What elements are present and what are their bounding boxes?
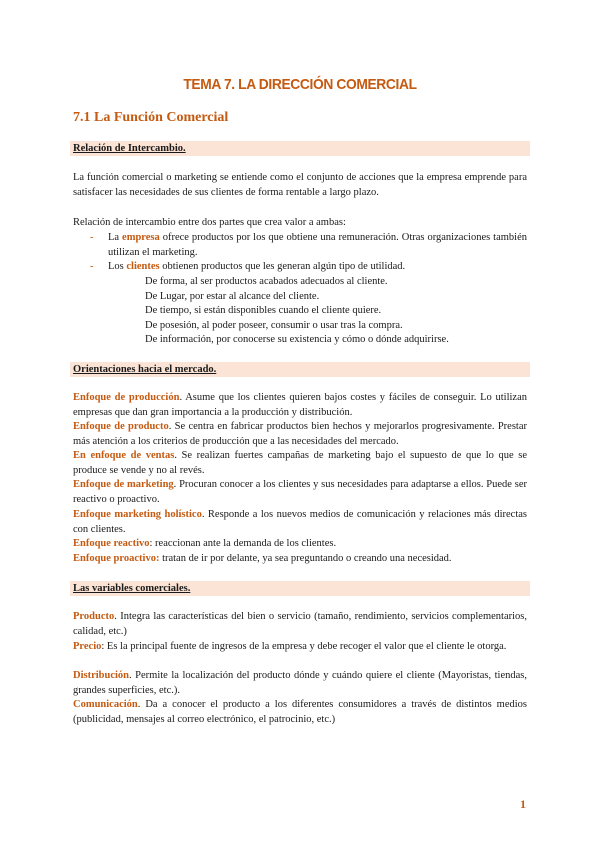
item-text: . Procuran conocer a los clientes y sus necesidades para adaptarse a ellos. Puede ser reactivo o proactivo. — [73, 479, 527, 505]
keyword: Enfoque proactivo: — [73, 553, 160, 564]
bullet-clientes — [108, 260, 527, 275]
bullet-text: obtienen productos que les generan algún tipo de utilidad. — [159, 261, 406, 272]
relation-paragraph: Relación de intercambio entre dos partes que crea valor a ambas: — [73, 217, 346, 228]
utility-item: De tiempo, si están disponibles cuando el cliente quiere. — [145, 305, 382, 316]
item-text: tratan de ir por delante, ya sea preguntando o creando una necesidad. — [159, 553, 452, 564]
intro-paragraph: La función comercial o marketing se entiende como el conjunto de acciones que la empresa emprende para satisfacer las necesidades de sus clientes de forma rentable a largo plazo. — [73, 172, 527, 198]
bullet-dash: - — [90, 232, 94, 243]
keyword: clientes — [126, 261, 160, 272]
orientation-item — [73, 449, 527, 478]
item-text: : reaccionan ante la demanda de los clientes. — [149, 538, 337, 549]
item-text: . Da a conocer el producto a los diferentes consumidores a través de distintos medios (publicidad, mensajes al correo electrónico, el patrocinio, etc.) — [73, 699, 527, 725]
item-text: . Asume que los clientes quieren bajos costes y fáciles de conseguir. Lo utilizan empresas que dan gran importancia a la producción y distribución. — [73, 392, 528, 418]
keyword: Enfoque de producto — [73, 421, 169, 432]
orientation-item — [73, 478, 527, 507]
keyword: Distribución — [73, 670, 130, 681]
bullet-dash: - — [90, 261, 94, 272]
item-text: . Integra las características del bien o servicio (tamaño, rendimiento, servicios complementarios, calidad, etc.) — [73, 611, 527, 637]
keyword: Enfoque de producción — [73, 392, 180, 403]
section-heading: 7.1 La Función Comercial — [73, 110, 229, 125]
variable-item — [73, 610, 527, 639]
bullet-text: La — [108, 232, 123, 243]
utility-item: De posesión, al poder poseer, consumir o usar tras la compra. — [145, 320, 403, 331]
heading-bar-orientaciones — [70, 362, 530, 377]
bullet-text: ofrece productos por los que obtiene una remuneración. Otras organizaciones también utilizan el marketing. — [108, 232, 527, 258]
keyword: Enfoque marketing holístico — [73, 509, 202, 520]
item-text: . Se centra en fabricar productos bien hechos y mejorarlos progresivamente. Prestar más atención a los criterios de producción que a las necesidades del mercado. — [73, 421, 527, 447]
utility-item: De Lugar, por estar al alcance del cliente. — [145, 291, 320, 302]
utility-item: De información, por conocerse su existencia y cómo o dónde adquirirse. — [145, 334, 449, 345]
item-text: . Se realizan fuertes campañas de marketing bajo el supuesto de que lo que se produce se vende y no al revés. — [73, 450, 528, 476]
keyword: Precio — [73, 641, 102, 652]
variable-item — [73, 669, 527, 698]
bullet-text: Los — [108, 261, 127, 272]
keyword: En enfoque de ventas — [73, 450, 175, 461]
orientation-item — [73, 552, 527, 567]
item-text: : Es la principal fuente de ingresos de la empresa y debe recoger el valor que el cliente le otorga. — [101, 641, 507, 652]
utility-item: De forma, al ser productos acabados adecuados al cliente. — [145, 276, 388, 287]
document-title: TEMA 7. LA DIRECCIÓN COMERCIAL — [183, 76, 417, 93]
heading-bar-intercambio — [70, 141, 530, 156]
heading-variables: Las variables comerciales. — [73, 583, 191, 594]
keyword: Comunicación — [73, 699, 138, 710]
variable-item — [73, 698, 527, 727]
heading-intercambio: Relación de Intercambio. — [73, 143, 186, 154]
keyword: Producto — [73, 611, 115, 622]
bullet-empresa — [108, 231, 527, 260]
orientation-item — [73, 508, 527, 537]
orientation-item — [73, 420, 527, 449]
variable-item — [73, 640, 527, 655]
keyword: Enfoque reactivo — [73, 538, 150, 549]
heading-orientaciones: Orientaciones hacia el mercado. — [73, 364, 217, 375]
orientation-item — [73, 391, 527, 420]
item-text: . Responde a los nuevos medios de comunicación y relaciones más directas con clientes. — [73, 509, 527, 535]
heading-bar-variables — [70, 581, 530, 596]
keyword: Enfoque de marketing — [73, 479, 174, 490]
item-text: . Permite la localización del producto dónde y cuándo quiere el cliente (Mayoristas, tiendas, grandes superficies, etc.). — [73, 670, 527, 696]
page-number: 1 — [520, 797, 526, 811]
orientation-item — [73, 537, 527, 552]
keyword: empresa — [122, 232, 160, 243]
